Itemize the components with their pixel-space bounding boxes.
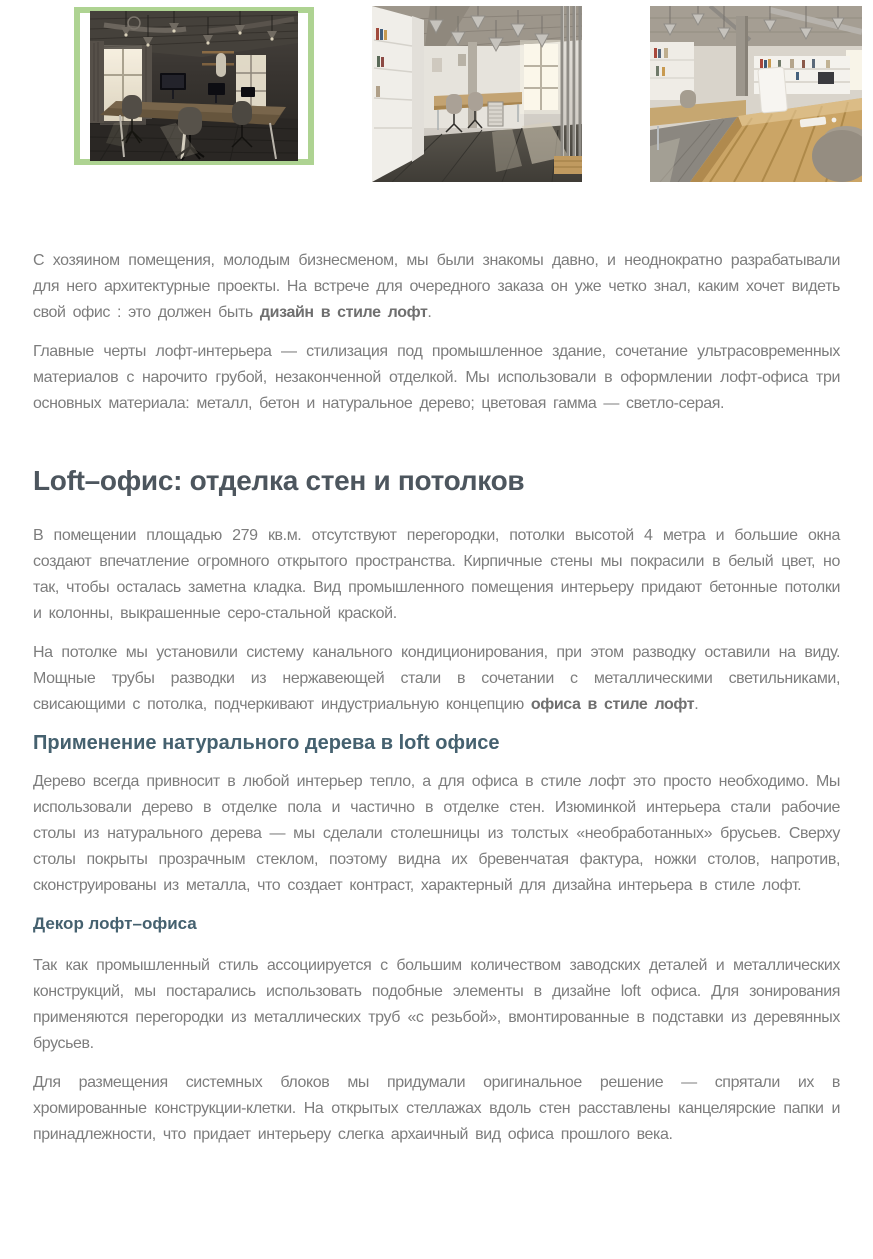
paragraph-room: В помещении площадью 279 кв.м. отсутствуют перегородки, потолки высотой 4 метра и большие окна создают впечатление огромного открытого пространства. Кирпичные стены мы покрасили в белый цвет, но так, чтобы осталась заметна кладка. Вид промышленного помещения интерьеру придают бетонные потолки и колонны, выкрашенные серо-стальной краской. — [33, 527, 840, 622]
office-photo-dark — [90, 11, 298, 161]
section-heading-walls-ceilings: Loft–офис: отделка стен и потолков — [33, 465, 525, 496]
intro-paragraph-1: С хозяином помещения, молодым бизнесменом, мы были знакомы давно, и неоднократно разрабатывали для него архитектурные проекты. На встрече для очередного заказа он уже четко знал, каким хочет видеть свой офис : это должен быть дизайн в стиле лофт. — [33, 252, 840, 321]
subheading-natural-wood: Применение натурального дерева в loft офисе — [33, 732, 500, 754]
paragraph-wood: Дерево всегда привносит в любой интерьер тепло, а для офиса в стиле лофт это просто необходимо. Мы использовали дерево в отделке пола и частично в отделке стен. Изюминкой интерьера стали рабочие столы из натурального дерева — мы сделали столешницы из толстых «необработанных» брусьев. Сверху столы покрыты прозрачным стеклом, поэтому видна их бревенчатая фактура, ножки столов, напротив, сконструированы из металла, что создает контраст, характерный для дизайна интерьера в стиле лофт. — [33, 773, 840, 894]
subheading-decor: Декор лофт–офиса — [33, 914, 197, 933]
office-photo-wood-desks — [650, 6, 862, 182]
intro-paragraph-2: Главные черты лофт-интерьера — стилизация под промышленное здание, сочетание ультрасовременных материалов с нарочито грубой, незаконченной отделкой. Мы использовали в оформлении лофт-офиса три основных материала: металл, бетон и натуральное дерево; цветовая гамма — светло-серая. — [33, 343, 840, 412]
paragraph-decor: Так как промышленный стиль ассоциируется с большим количеством заводских деталей и металлических конструкций, мы постарались использовать подобные элементы в дизайне loft офиса. Для зонирования применяются перегородки из металлических труб «с резьбой», вмонтированные в подставки из деревянных брусьев. — [33, 957, 840, 1052]
office-photo-light — [372, 6, 582, 182]
gallery-thumb-2[interactable] — [372, 6, 582, 182]
gallery-thumb-selected[interactable] — [74, 7, 314, 165]
paragraph-system-blocks: Для размещения системных блоков мы придумали оригинальное решение — спрятали их в хромированные конструкции-клетки. На открытых стеллажах вдоль стен расставлены канцелярские папки и принадлежности, что придает интерьеру слегка архаичный вид офиса прошлого века. — [33, 1074, 840, 1143]
gallery-thumb-3[interactable] — [650, 6, 862, 182]
image-gallery — [0, 0, 873, 182]
paragraph-ceiling: На потолке мы установили систему канального кондиционирования, при этом разводку оставили на виду. Мощные трубы разводки из нержавеющей стали в сочетании с металлическими светильниками, свисающими с потолка, подчеркивают индустриальную концепцию офиса в стиле лофт. — [33, 644, 840, 713]
article-body — [33, 248, 840, 1148]
